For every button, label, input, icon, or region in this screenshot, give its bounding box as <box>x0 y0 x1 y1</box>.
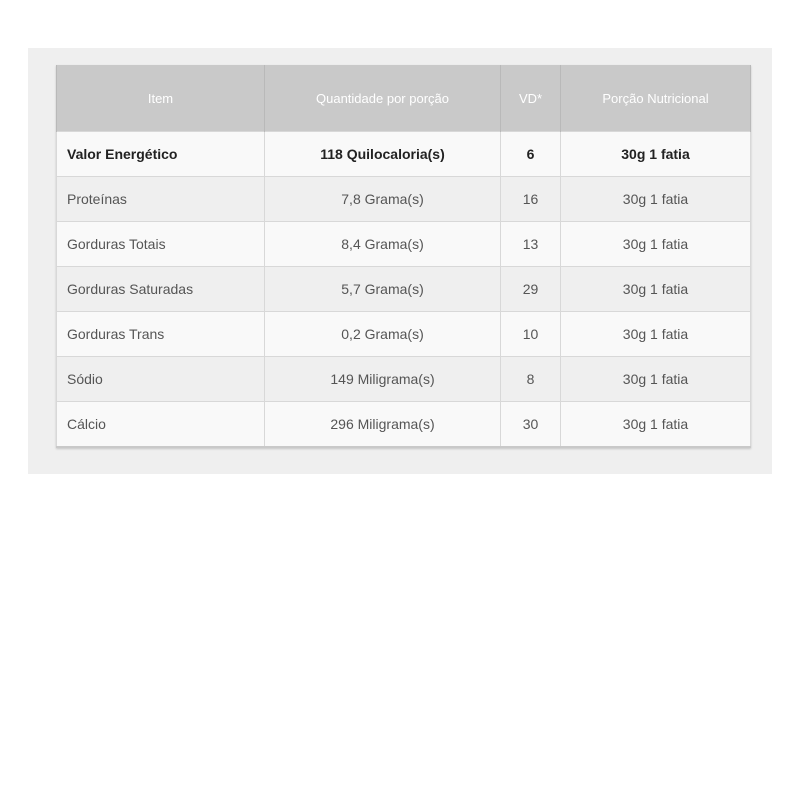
cell-item: Proteínas <box>57 177 265 222</box>
cell-vd: 16 <box>501 177 561 222</box>
cell-item: Gorduras Saturadas <box>57 267 265 312</box>
cell-item: Sódio <box>57 357 265 402</box>
cell-porcao: 30g 1 fatia <box>561 222 751 267</box>
cell-vd: 6 <box>501 132 561 177</box>
table-row <box>57 402 751 448</box>
nutrition-panel <box>28 48 772 474</box>
cell-vd: 29 <box>501 267 561 312</box>
cell-quantidade: 149 Miligrama(s) <box>265 357 501 402</box>
cell-item: Cálcio <box>57 402 265 448</box>
cell-vd: 13 <box>501 222 561 267</box>
cell-item: Valor Energético <box>57 132 265 177</box>
table-row <box>57 222 751 267</box>
cell-quantidade: 7,8 Grama(s) <box>265 177 501 222</box>
cell-porcao: 30g 1 fatia <box>561 177 751 222</box>
cell-porcao: 30g 1 fatia <box>561 402 751 448</box>
cell-porcao: 30g 1 fatia <box>561 357 751 402</box>
header-item: Item <box>57 65 265 132</box>
cell-quantidade: 296 Miligrama(s) <box>265 402 501 448</box>
cell-item: Gorduras Trans <box>57 312 265 357</box>
cell-item: Gorduras Totais <box>57 222 265 267</box>
table-row <box>57 267 751 312</box>
table-row <box>57 132 751 177</box>
header-quantidade: Quantidade por porção <box>265 65 501 132</box>
cell-vd: 30 <box>501 402 561 448</box>
cell-porcao: 30g 1 fatia <box>561 312 751 357</box>
cell-porcao: 30g 1 fatia <box>561 132 751 177</box>
cell-vd: 8 <box>501 357 561 402</box>
table-row <box>57 312 751 357</box>
nutrition-table <box>56 65 751 448</box>
cell-vd: 10 <box>501 312 561 357</box>
cell-porcao: 30g 1 fatia <box>561 267 751 312</box>
header-vd: VD* <box>501 65 561 132</box>
cell-quantidade: 0,2 Grama(s) <box>265 312 501 357</box>
cell-quantidade: 8,4 Grama(s) <box>265 222 501 267</box>
table-header-row <box>57 65 751 132</box>
header-porcao: Porção Nutricional <box>561 65 751 132</box>
cell-quantidade: 118 Quilocaloria(s) <box>265 132 501 177</box>
cell-quantidade: 5,7 Grama(s) <box>265 267 501 312</box>
table-row <box>57 357 751 402</box>
table-row <box>57 177 751 222</box>
